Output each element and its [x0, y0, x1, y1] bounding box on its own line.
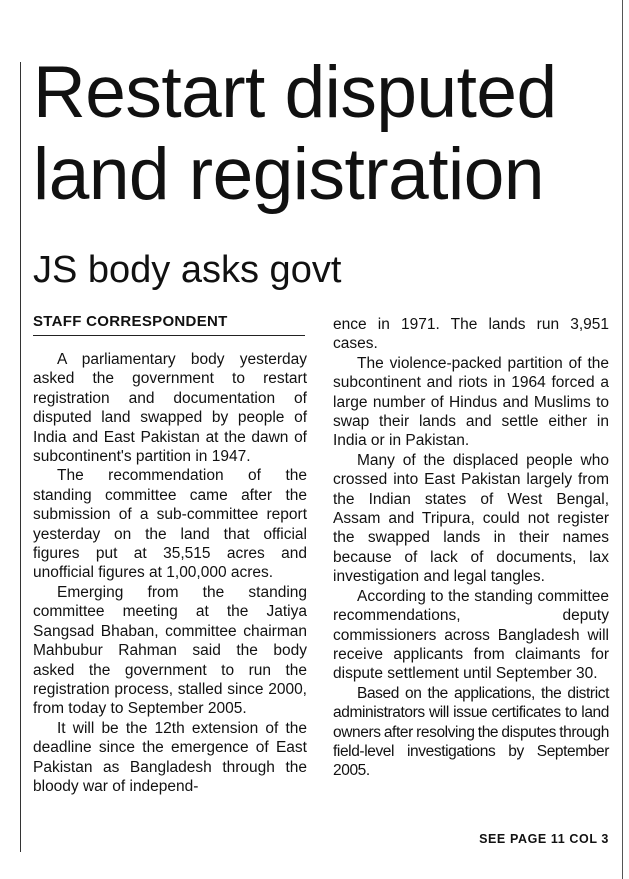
headline-line-2: land registration — [33, 134, 544, 215]
paragraph-5: The violence-packed partition of the subcontinent and riots in 1964 forced a large number of Hindus and Muslims to swap their lands and settle either in India or in Pakistan. — [333, 354, 609, 450]
paragraph-2: The recommendation of the standing committee came after the submission of a sub-committee report yesterday on the land that official figures put at 35,515 acres and unofficial figures at 1,00,000 acres. — [33, 467, 307, 582]
paragraph-3: Emerging from the standing committee meeting at the Jatiya Sangsad Bhaban, committee chairman Mahbubur Rahman said the body asked the government to run the registration process, stalled since 2000, from today to September 2005. — [33, 583, 307, 718]
article-column-1 — [33, 350, 307, 796]
paragraph-8: Based on the applications, the district administrators will issue certificates to land owners after resolving the disputes through field-level investigations by September 2005. — [333, 684, 609, 780]
paragraph-7: According to the standing committee recommendations, deputy commissioners across Bangladesh will receive applicants from claimants for dispute settlement until September 30. — [333, 587, 609, 683]
continued-on-page-note: SEE PAGE 11 COL 3 — [479, 832, 609, 846]
paragraph-continuation: ence in 1971. The lands run 3,951 cases. — [333, 316, 609, 353]
headline-line-1: Restart disputed — [33, 52, 557, 133]
byline: STAFF CORRESPONDENT — [33, 312, 305, 336]
article-column-2 — [333, 315, 609, 781]
paragraph-4: It will be the 12th extension of the deadline since the emergence of East Pakistan as Bangladesh through the bloody war of independ- — [33, 719, 307, 795]
headline — [33, 52, 623, 216]
left-column-rule — [20, 62, 21, 852]
paragraph-6: Many of the displaced people who crossed into East Pakistan largely from the Indian states of West Bengal, Assam and Tripura, could not register the swapped lands in their names because of lack of documents, lax investigation and legal tangles. — [333, 451, 609, 586]
subheadline: JS body asks govt — [33, 249, 342, 291]
paragraph-1: A parliamentary body yesterday asked the government to restart registration and documentation of disputed land swapped by people of India and East Pakistan at the dawn of subcontinent's partition in 1947. — [33, 351, 307, 466]
